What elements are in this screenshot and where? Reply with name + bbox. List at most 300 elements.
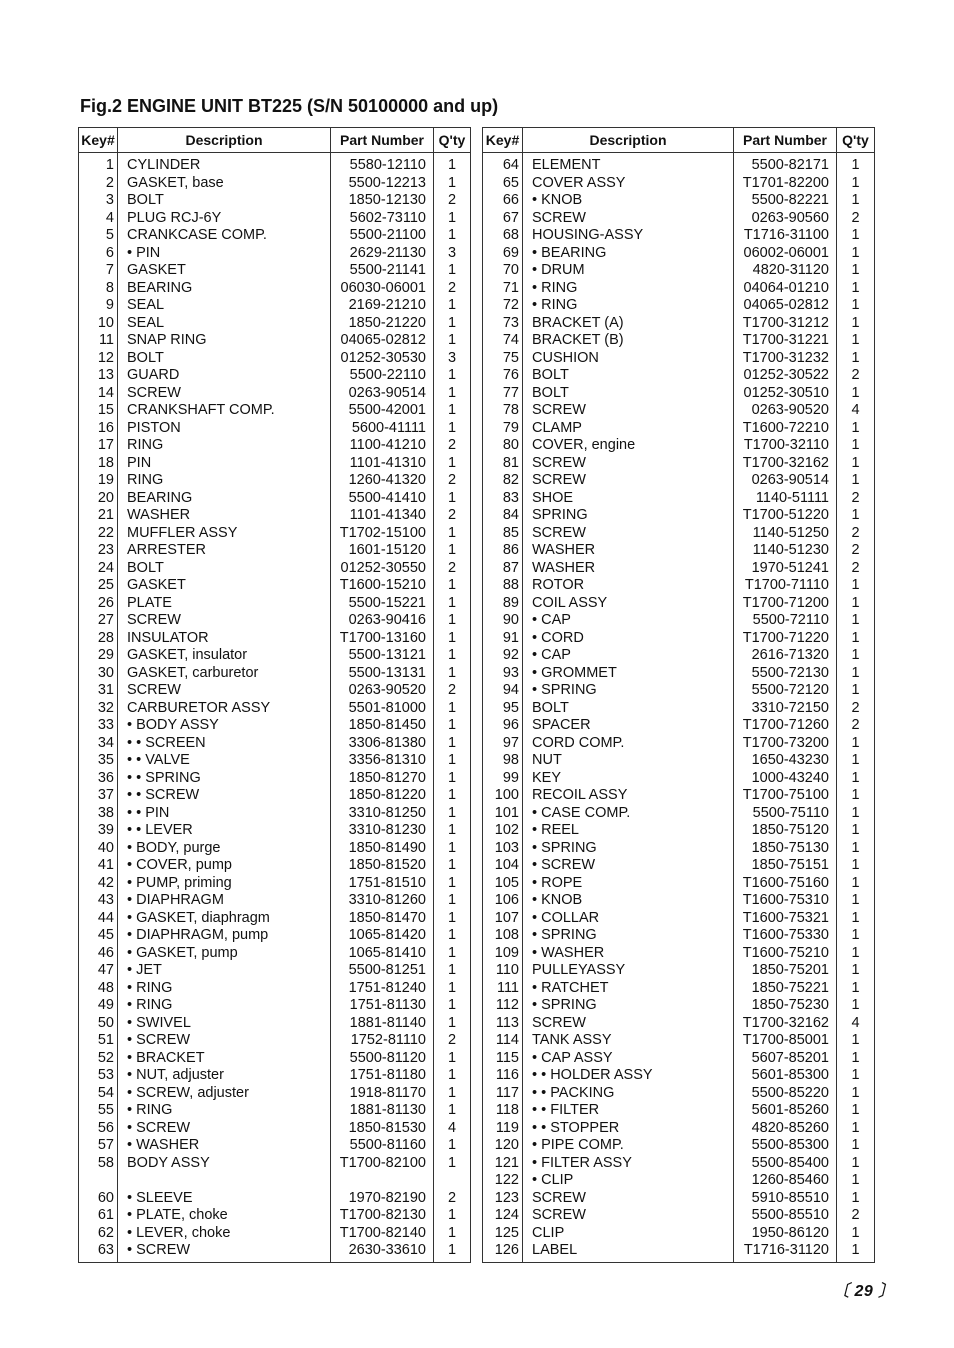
part-number-cell: 5500-72130 xyxy=(734,665,837,683)
key-cell: 55 xyxy=(79,1102,118,1120)
table-row xyxy=(79,1032,471,1050)
key-cell: 85 xyxy=(483,525,523,543)
key-cell: 97 xyxy=(483,735,523,753)
key-cell: 98 xyxy=(483,752,523,770)
part-number-cell: T1600-75321 xyxy=(734,910,837,928)
key-cell: 76 xyxy=(483,367,523,385)
description-cell: COVER ASSY xyxy=(523,175,734,193)
key-cell: 107 xyxy=(483,910,523,928)
key-cell: 46 xyxy=(79,945,118,963)
description-cell: SCREW xyxy=(523,472,734,490)
header-part-number: Part Number xyxy=(734,128,837,153)
key-cell: 62 xyxy=(79,1225,118,1243)
part-number-cell: 5601-85260 xyxy=(734,1102,837,1120)
table-row xyxy=(483,1137,875,1155)
part-number-cell: 1970-82190 xyxy=(331,1190,434,1208)
key-cell: 3 xyxy=(79,192,118,210)
table-row xyxy=(483,997,875,1015)
qty-cell: 1 xyxy=(851,612,860,628)
part-number-cell: 01252-30522 xyxy=(734,367,837,385)
table-row xyxy=(79,315,471,333)
key-cell: 118 xyxy=(483,1102,523,1120)
parts-table-right xyxy=(482,127,875,1263)
qty-cell: 1 xyxy=(851,629,860,646)
table-row xyxy=(79,227,471,245)
key-cell: 2 xyxy=(79,175,118,193)
part-number-cell: 1850-75201 xyxy=(734,962,837,980)
description-cell: • GROMMET xyxy=(523,665,734,683)
description-cell: BEARING xyxy=(118,280,331,298)
key-cell: 21 xyxy=(79,507,118,525)
key-cell: 109 xyxy=(483,945,523,963)
key-cell: 40 xyxy=(79,840,118,858)
part-number-cell: 2616-71320 xyxy=(734,647,837,665)
table-row xyxy=(483,945,875,963)
qty-cell: 1 xyxy=(447,1084,457,1101)
table-row xyxy=(483,927,875,945)
description-cell: CYLINDER xyxy=(118,153,331,175)
key-cell: 5 xyxy=(79,227,118,245)
description-cell: • ROPE xyxy=(523,875,734,893)
table-row xyxy=(483,490,875,508)
description-cell: • SCREW xyxy=(118,1120,331,1138)
key-cell: 4 xyxy=(79,210,118,228)
description-cell: RECOIL ASSY xyxy=(523,787,734,805)
key-cell: 113 xyxy=(483,1015,523,1033)
description-cell: GASKET, insulator xyxy=(118,647,331,665)
page-number: 〔 29 〕 xyxy=(833,1283,895,1300)
description-cell: SHOE xyxy=(523,490,734,508)
part-number-cell: 5500-42001 xyxy=(331,402,434,420)
qty-cell: 1 xyxy=(447,979,457,996)
part-number-cell: 0263-90560 xyxy=(734,210,837,228)
parts-table-left-body xyxy=(79,153,471,1263)
part-number-cell: 1850-75151 xyxy=(734,857,837,875)
qty-cell: 1 xyxy=(851,349,860,366)
key-cell: 95 xyxy=(483,700,523,718)
key-cell: 84 xyxy=(483,507,523,525)
table-row xyxy=(483,175,875,193)
table-row xyxy=(79,420,471,438)
key-cell: 53 xyxy=(79,1067,118,1085)
table-row xyxy=(79,595,471,613)
key-cell: 49 xyxy=(79,997,118,1015)
key-cell: 114 xyxy=(483,1032,523,1050)
description-cell: CRANKSHAFT COMP. xyxy=(118,402,331,420)
table-row xyxy=(79,1242,471,1262)
part-number-cell: 1650-43230 xyxy=(734,752,837,770)
table-row xyxy=(79,542,471,560)
part-number-cell: 5500-21100 xyxy=(331,227,434,245)
description-cell: • JET xyxy=(118,962,331,980)
key-cell: 72 xyxy=(483,297,523,315)
part-number-cell: T1600-15210 xyxy=(331,577,434,595)
part-number-cell: 1850-81270 xyxy=(331,770,434,788)
description-cell: • SCREW xyxy=(118,1242,331,1262)
key-cell: 11 xyxy=(79,332,118,350)
part-number-cell: 5500-22110 xyxy=(331,367,434,385)
qty-cell: 1 xyxy=(447,787,457,803)
key-cell: 64 xyxy=(483,153,523,175)
part-number-cell: 1140-51111 xyxy=(734,490,837,508)
description-cell: • CAP xyxy=(523,612,734,630)
table-row xyxy=(483,682,875,700)
part-number-cell: 01252-30530 xyxy=(331,350,434,368)
description-cell: • LEVER, choke xyxy=(118,1225,331,1243)
qty-cell: 1 xyxy=(447,734,457,751)
description-cell: SEAL xyxy=(118,297,331,315)
part-number-cell: 1260-41320 xyxy=(331,472,434,490)
description-cell: • SCREW, adjuster xyxy=(118,1085,331,1103)
part-number-cell: 1850-81470 xyxy=(331,910,434,928)
table-row xyxy=(483,210,875,228)
description-cell: • SPRING xyxy=(523,840,734,858)
qty-cell: 1 xyxy=(447,997,457,1013)
qty-cell: 1 xyxy=(447,454,457,471)
part-number-cell: T1700-82130 xyxy=(331,1207,434,1225)
qty-cell: 1 xyxy=(447,332,457,348)
part-number-cell: 5500-82171 xyxy=(734,153,837,175)
part-number-cell: T1700-73200 xyxy=(734,735,837,753)
table-row xyxy=(79,822,471,840)
header-description: Description xyxy=(523,128,734,153)
description-cell: • RING xyxy=(118,997,331,1015)
table-row xyxy=(483,437,875,455)
description-cell: SNAP RING xyxy=(118,332,331,350)
description-cell: INSULATOR xyxy=(118,630,331,648)
qty-cell: 1 xyxy=(447,262,457,278)
description-cell: RING xyxy=(118,472,331,490)
key-cell: 32 xyxy=(79,700,118,718)
description-cell: WASHER xyxy=(523,542,734,560)
table-row xyxy=(483,420,875,438)
part-number-cell: 5500-85510 xyxy=(734,1207,837,1225)
key-cell: 116 xyxy=(483,1067,523,1085)
key-cell: 54 xyxy=(79,1085,118,1103)
description-cell: BOLT xyxy=(118,192,331,210)
description-cell: COVER, engine xyxy=(523,437,734,455)
part-number-cell: 3310-81230 xyxy=(331,822,434,840)
table-row xyxy=(79,1085,471,1103)
table-row xyxy=(79,1172,471,1190)
table-row xyxy=(79,980,471,998)
part-number-cell: 1970-51241 xyxy=(734,560,837,578)
key-cell: 86 xyxy=(483,542,523,560)
description-cell: • RING xyxy=(523,280,734,298)
qty-cell: 1 xyxy=(851,647,860,663)
part-number-cell: 0263-90520 xyxy=(331,682,434,700)
qty-cell: 2 xyxy=(851,524,860,541)
part-number-cell: 1881-81140 xyxy=(331,1015,434,1033)
description-cell: SEAL xyxy=(118,315,331,333)
qty-cell: 1 xyxy=(851,682,860,698)
table-row xyxy=(483,735,875,753)
qty-cell: 1 xyxy=(447,367,457,383)
key-cell: 96 xyxy=(483,717,523,735)
description-cell: BOLT xyxy=(118,560,331,578)
table-row xyxy=(79,682,471,700)
key-cell: 74 xyxy=(483,332,523,350)
key-cell: 67 xyxy=(483,210,523,228)
description-cell: RING xyxy=(118,437,331,455)
qty-cell: 1 xyxy=(447,874,457,891)
key-cell: 31 xyxy=(79,682,118,700)
qty-cell: 1 xyxy=(851,1102,860,1118)
key-cell: 111 xyxy=(483,980,523,998)
description-cell: • RING xyxy=(118,980,331,998)
table-row xyxy=(79,437,471,455)
part-number-cell: 5500-72110 xyxy=(734,612,837,630)
description-cell: SCREW xyxy=(118,385,331,403)
qty-cell: 3 xyxy=(447,244,457,261)
table-row xyxy=(483,315,875,333)
key-cell: 79 xyxy=(483,420,523,438)
table-row xyxy=(79,805,471,823)
qty-cell: 1 xyxy=(447,577,457,593)
qty-cell: 1 xyxy=(851,1119,860,1136)
table-row xyxy=(79,490,471,508)
description-cell: WASHER xyxy=(523,560,734,578)
qty-cell: 2 xyxy=(447,279,457,296)
table-row xyxy=(79,857,471,875)
qty-cell: 1 xyxy=(447,174,457,191)
table-row xyxy=(79,455,471,473)
table-row xyxy=(79,153,471,175)
description-cell: CLIP xyxy=(523,1225,734,1243)
description-cell: CARBURETOR ASSY xyxy=(118,700,331,718)
parts-table-right-body xyxy=(483,153,875,1263)
qty-cell: 2 xyxy=(447,192,457,208)
table-row xyxy=(483,822,875,840)
part-number-cell: T1600-72210 xyxy=(734,420,837,438)
key-cell: 58 xyxy=(79,1155,118,1173)
key-cell: 124 xyxy=(483,1207,523,1225)
table-row xyxy=(483,805,875,823)
part-number-cell: 5500-12213 xyxy=(331,175,434,193)
key-cell: 106 xyxy=(483,892,523,910)
table-row xyxy=(79,1190,471,1208)
key-cell: 82 xyxy=(483,472,523,490)
qty-cell: 1 xyxy=(447,542,457,558)
description-cell: PLATE xyxy=(118,595,331,613)
qty-cell: 2 xyxy=(447,682,457,698)
part-number-cell: 1065-81420 xyxy=(331,927,434,945)
description-cell: GUARD xyxy=(118,367,331,385)
table-row xyxy=(483,770,875,788)
part-number-cell: 1101-41310 xyxy=(331,455,434,473)
table-row xyxy=(79,647,471,665)
description-cell: • • LEVER xyxy=(118,822,331,840)
qty-cell: 1 xyxy=(447,594,457,611)
description-cell: PLUG RCJ-6Y xyxy=(118,210,331,228)
header-key: Key# xyxy=(483,128,523,153)
qty-cell: 1 xyxy=(447,227,457,243)
table-row xyxy=(79,875,471,893)
table-row xyxy=(483,1242,875,1262)
description-cell: • RING xyxy=(118,1102,331,1120)
part-number-cell: 1850-81490 xyxy=(331,840,434,858)
qty-cell: 1 xyxy=(447,629,457,646)
description-cell: • • FILTER xyxy=(523,1102,734,1120)
qty-cell: 2 xyxy=(447,559,457,576)
qty-cell: 1 xyxy=(851,157,860,173)
key-cell: 1 xyxy=(79,153,118,175)
description-cell: • CLIP xyxy=(523,1172,734,1190)
part-number-cell: T1700-71200 xyxy=(734,595,837,613)
qty-cell xyxy=(434,1172,471,1190)
description-cell: • SPRING xyxy=(523,927,734,945)
part-number-cell xyxy=(331,1172,434,1190)
table-row xyxy=(483,560,875,578)
key-cell: 75 xyxy=(483,350,523,368)
table-row xyxy=(79,1102,471,1120)
table-row xyxy=(79,787,471,805)
description-cell: BEARING xyxy=(118,490,331,508)
key-cell: 43 xyxy=(79,892,118,910)
table-row xyxy=(79,717,471,735)
key-cell: 41 xyxy=(79,857,118,875)
key-cell: 78 xyxy=(483,402,523,420)
qty-cell: 1 xyxy=(851,1084,860,1101)
part-number-cell: 5580-12110 xyxy=(331,153,434,175)
key-cell: 89 xyxy=(483,595,523,613)
part-number-cell: 0263-90520 xyxy=(734,402,837,420)
description-cell: SPRING xyxy=(523,507,734,525)
key-cell: 115 xyxy=(483,1050,523,1068)
qty-cell: 1 xyxy=(851,419,860,436)
table-row xyxy=(483,752,875,770)
description-cell: • KNOB xyxy=(523,192,734,210)
qty-cell: 1 xyxy=(851,979,860,996)
key-cell: 66 xyxy=(483,192,523,210)
qty-cell: 1 xyxy=(851,1137,860,1153)
part-number-cell: T1700-32162 xyxy=(734,1015,837,1033)
qty-cell: 3 xyxy=(447,349,457,366)
qty-cell: 1 xyxy=(851,752,860,768)
description-cell: • • SPRING xyxy=(118,770,331,788)
part-number-cell: T1700-31232 xyxy=(734,350,837,368)
key-cell: 13 xyxy=(79,367,118,385)
description-cell: • PLATE, choke xyxy=(118,1207,331,1225)
part-number-cell: 1850-81450 xyxy=(331,717,434,735)
qty-cell: 1 xyxy=(851,909,860,926)
part-number-cell: 2629-21130 xyxy=(331,245,434,263)
description-cell: BODY ASSY xyxy=(118,1155,331,1173)
table-row xyxy=(79,1120,471,1138)
table-row xyxy=(79,525,471,543)
description-cell: SCREW xyxy=(118,682,331,700)
qty-cell: 1 xyxy=(851,1154,860,1171)
table-row xyxy=(79,1015,471,1033)
description-cell: • BODY ASSY xyxy=(118,717,331,735)
key-cell: 126 xyxy=(483,1242,523,1262)
table-row xyxy=(483,192,875,210)
part-number-cell: 1100-41210 xyxy=(331,437,434,455)
description-cell: • KNOB xyxy=(523,892,734,910)
description-cell: ELEMENT xyxy=(523,153,734,175)
table-row xyxy=(483,595,875,613)
part-number-cell: 3310-72150 xyxy=(734,700,837,718)
table-row xyxy=(79,892,471,910)
description-cell: • • PIN xyxy=(118,805,331,823)
description-cell: • CAP ASSY xyxy=(523,1050,734,1068)
key-cell: 93 xyxy=(483,665,523,683)
part-number-cell: 1101-41340 xyxy=(331,507,434,525)
description-cell: • PUMP, priming xyxy=(118,875,331,893)
part-number-cell: 5602-73110 xyxy=(331,210,434,228)
qty-cell: 1 xyxy=(447,857,457,873)
description-cell: • • SCREW xyxy=(118,787,331,805)
description-cell: • SCREW xyxy=(118,1032,331,1050)
table-row xyxy=(79,927,471,945)
description-cell: • REEL xyxy=(523,822,734,840)
table-header-row xyxy=(79,128,471,153)
table-row xyxy=(79,192,471,210)
part-number-cell: T1700-82140 xyxy=(331,1225,434,1243)
qty-cell: 1 xyxy=(851,174,860,191)
key-cell: 8 xyxy=(79,280,118,298)
key-cell: 20 xyxy=(79,490,118,508)
qty-cell: 1 xyxy=(447,419,457,436)
description-cell: SCREW xyxy=(523,455,734,473)
description-cell: SPACER xyxy=(523,717,734,735)
qty-cell: 1 xyxy=(851,769,860,786)
part-number-cell: 1850-81520 xyxy=(331,857,434,875)
part-number-cell: 2169-21210 xyxy=(331,297,434,315)
key-cell: 70 xyxy=(483,262,523,280)
part-number-cell: T1702-15100 xyxy=(331,525,434,543)
part-number-cell: 06002-06001 xyxy=(734,245,837,263)
key-cell xyxy=(79,1172,118,1190)
qty-cell: 1 xyxy=(447,402,457,418)
description-cell: SCREW xyxy=(523,210,734,228)
part-number-cell: 1140-51230 xyxy=(734,542,837,560)
table-row xyxy=(483,332,875,350)
qty-cell: 1 xyxy=(851,927,860,943)
table-row xyxy=(79,210,471,228)
table-row xyxy=(483,455,875,473)
table-row xyxy=(483,1190,875,1208)
page-title: Fig.2 ENGINE UNIT BT225 (S/N 50100000 and up) xyxy=(80,96,499,116)
part-number-cell: 1751-81130 xyxy=(331,997,434,1015)
qty-cell: 1 xyxy=(447,612,457,628)
description-cell: COIL ASSY xyxy=(523,595,734,613)
qty-cell: 1 xyxy=(447,664,457,681)
part-number-cell: T1700-82100 xyxy=(331,1155,434,1173)
qty-cell: 1 xyxy=(851,507,860,523)
part-number-cell: 1850-21220 xyxy=(331,315,434,333)
part-number-cell: T1716-31100 xyxy=(734,227,837,245)
part-number-cell: 01252-30550 xyxy=(331,560,434,578)
qty-cell: 1 xyxy=(851,594,860,611)
part-number-cell: T1716-31120 xyxy=(734,1242,837,1262)
part-number-cell: 5500-13131 xyxy=(331,665,434,683)
qty-cell: 1 xyxy=(447,209,457,226)
qty-cell: 1 xyxy=(447,1067,457,1083)
key-cell: 12 xyxy=(79,350,118,368)
table-row xyxy=(483,227,875,245)
table-row xyxy=(483,280,875,298)
header-part-number: Part Number xyxy=(331,128,434,153)
description-cell: SCREW xyxy=(523,1015,734,1033)
description-cell: TANK ASSY xyxy=(523,1032,734,1050)
table-row xyxy=(483,910,875,928)
description-cell: SCREW xyxy=(523,1207,734,1225)
qty-cell: 1 xyxy=(851,839,860,856)
qty-cell: 1 xyxy=(851,454,860,471)
qty-cell: 1 xyxy=(851,192,860,208)
part-number-cell: 0263-90514 xyxy=(331,385,434,403)
